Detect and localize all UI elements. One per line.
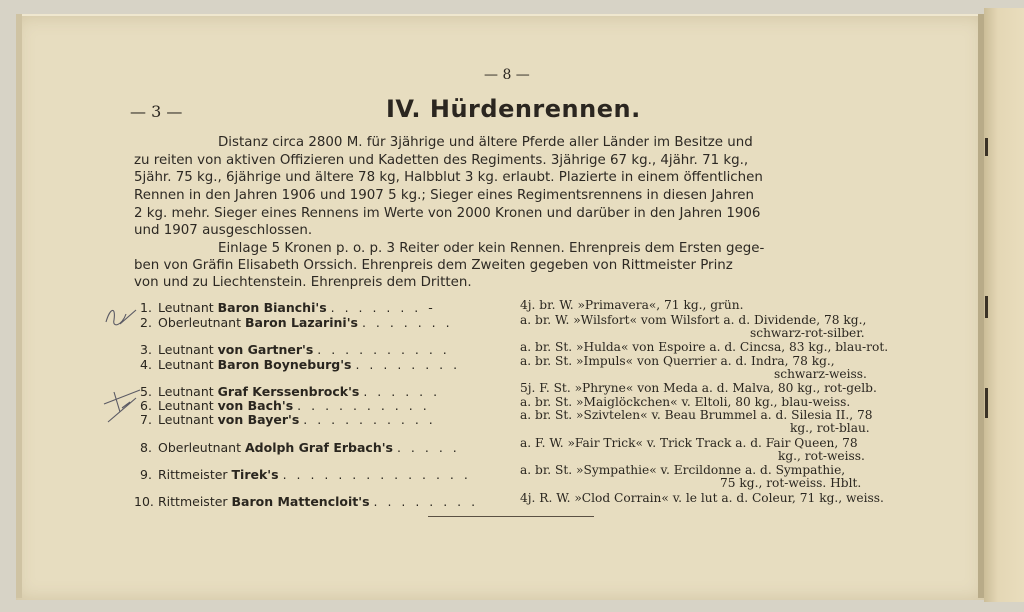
entry-number: 6.	[140, 398, 152, 413]
ink-mark	[985, 138, 988, 156]
rider-rank: Leutnant	[158, 357, 214, 372]
paragraph-line: Einlage 5 Kronen p. o. p. 3 Reiter oder kein Rennen. Ehrenpreis dem Ersten gege-	[218, 241, 765, 256]
paragraph-line: ben von Gräfin Elisabeth Orssich. Ehrenpreis dem Zweiten gegeben von Rittmeister Prinz	[134, 258, 733, 273]
entry-number: 3.	[140, 342, 152, 357]
rider-name: Baron Mattencloit's	[231, 494, 370, 509]
ink-mark	[985, 296, 988, 318]
paragraph-line: von und zu Liechtenstein. Ehrenpreis dem Dritten.	[134, 275, 472, 290]
leader-dots: . . . . . . . .	[355, 357, 461, 372]
entry-horse-cont: schwarz-rot-silber.	[750, 326, 865, 340]
leader-dots: . . . . . . . . . .	[303, 412, 436, 427]
rider-name: von Bayer's	[217, 412, 300, 427]
paragraph-line: zu reiten von aktiven Offizieren und Kadetten des Regiments. 3jährige 67 kg., 4jähr. 71 kg.,	[134, 153, 749, 168]
leader-dots: . . . . . . . . . . . . . .	[282, 467, 471, 482]
entry-rider	[158, 494, 478, 509]
paragraph-line: 5jähr. 75 kg., 6jährige und ältere 78 kg, Halbblut 3 kg. erlaubt. Plazierte in einem öffentlichen	[134, 170, 763, 185]
entry-rider	[158, 315, 453, 330]
entry-number: 2.	[140, 315, 152, 330]
entry-number: 8.	[140, 440, 152, 455]
rider-name: Baron Bianchi's	[217, 300, 327, 315]
page-number-left: — 3 —	[130, 102, 183, 121]
rider-name: Adolph Graf Erbach's	[244, 440, 393, 455]
rider-rank: Oberleutnant	[158, 440, 241, 455]
rider-name: Graf Kerssenbrock's	[217, 384, 360, 399]
entry-rider	[158, 300, 436, 315]
paragraph-line: Rennen in den Jahren 1906 und 1907 5 kg.; Sieger eines Regimentsrennens in diesen Jahren	[134, 188, 755, 203]
leader-dots: . . . . . . . .	[373, 494, 479, 509]
leader-dots: . . . . . .	[363, 384, 441, 399]
rider-rank: Oberleutnant	[158, 315, 241, 330]
entry-horse: a. br. St. »Szivtelen« v. Beau Brummel a. d. Silesia II., 78	[520, 408, 873, 422]
rider-rank: Rittmeister	[158, 467, 228, 482]
entry-rider	[158, 440, 460, 455]
entry-horse: a. F. W. »Fair Trick« v. Trick Track a. d. Fair Queen, 78	[520, 436, 858, 450]
page-title: IV. Hürdenrennen.	[386, 95, 641, 123]
leader-dots: . . . . . . . -	[330, 300, 436, 315]
entry-horse: 4j. R. W. »Clod Corrain« v. le lut a. d. Coleur, 71 kg., weiss.	[520, 491, 884, 505]
page-number-top: — 8 —	[484, 67, 530, 83]
entry-rider	[158, 342, 450, 357]
leader-dots: . . . . .	[396, 440, 460, 455]
entry-rider	[158, 398, 430, 413]
rider-name: Baron Boyneburg's	[217, 357, 352, 372]
next-page-edge	[984, 8, 1024, 602]
paragraph-line: 2 kg. mehr. Sieger eines Rennens im Werte von 2000 Kronen und darüber in den Jahren 1906	[134, 206, 761, 221]
rider-name: Tirek's	[231, 467, 279, 482]
rider-name: von Gartner's	[217, 342, 314, 357]
entry-horse: a. br. St. »Hulda« von Espoire a. d. Cincsa, 83 kg., blau-rot.	[520, 340, 889, 354]
pencil-mark	[100, 300, 142, 330]
leader-dots: . . . . . . . . . .	[297, 398, 430, 413]
entry-horse-cont: kg., rot-blau.	[790, 421, 870, 435]
entry-rider	[158, 467, 471, 482]
entry-horse: a. br. St. »Maiglöckchen« v. Eltoli, 80 kg., blau-weiss.	[520, 395, 851, 409]
entry-number: 4.	[140, 357, 152, 372]
ink-mark	[985, 388, 988, 418]
rider-rank: Leutnant	[158, 342, 214, 357]
rider-name: Baron Lazarini's	[244, 315, 358, 330]
entry-rider	[158, 357, 460, 372]
entry-horse-cont: schwarz-weiss.	[774, 367, 867, 381]
entry-horse-cont: kg., rot-weiss.	[778, 449, 865, 463]
entry-number: 5.	[140, 384, 152, 399]
pencil-mark	[100, 378, 144, 426]
entry-horse: a. br. St. »Sympathie« v. Ercildonne a. d. Sympathie,	[520, 463, 846, 477]
rider-rank: Rittmeister	[158, 494, 228, 509]
rider-rank: Leutnant	[158, 412, 214, 427]
entry-rider	[158, 412, 436, 427]
entry-horse: 4j. br. W. »Primavera«, 71 kg., grün.	[520, 298, 744, 312]
rider-rank: Leutnant	[158, 300, 214, 315]
rider-name: von Bach's	[217, 398, 294, 413]
entry-horse: a. br. W. »Wilsfort« vom Wilsfort a. d. Dividende, 78 kg.,	[520, 313, 867, 327]
leader-dots: . . . . . . .	[361, 315, 453, 330]
paragraph-line: Distanz circa 2800 M. für 3jährige und ältere Pferde aller Länder im Besitze und	[218, 135, 753, 150]
entry-number: 1.	[140, 300, 152, 315]
entry-horse: 5j. F. St. »Phryne« von Meda a. d. Malva, 80 kg., rot-gelb.	[520, 381, 877, 395]
entry-number: 9.	[140, 467, 152, 482]
entry-horse-cont: 75 kg., rot-weiss. Hblt.	[720, 476, 862, 490]
entry-number: 7.	[140, 412, 152, 427]
paragraph-line: und 1907 ausgeschlossen.	[134, 223, 313, 238]
entry-rider	[158, 384, 440, 399]
closing-rule	[428, 516, 594, 517]
entry-number: 10.	[134, 494, 154, 509]
rider-rank: Leutnant	[158, 398, 214, 413]
rider-rank: Leutnant	[158, 384, 214, 399]
leader-dots: . . . . . . . . . .	[317, 342, 450, 357]
page-edge	[16, 14, 22, 598]
entry-horse: a. br. St. »Impuls« von Querrier a. d. Indra, 78 kg.,	[520, 354, 835, 368]
